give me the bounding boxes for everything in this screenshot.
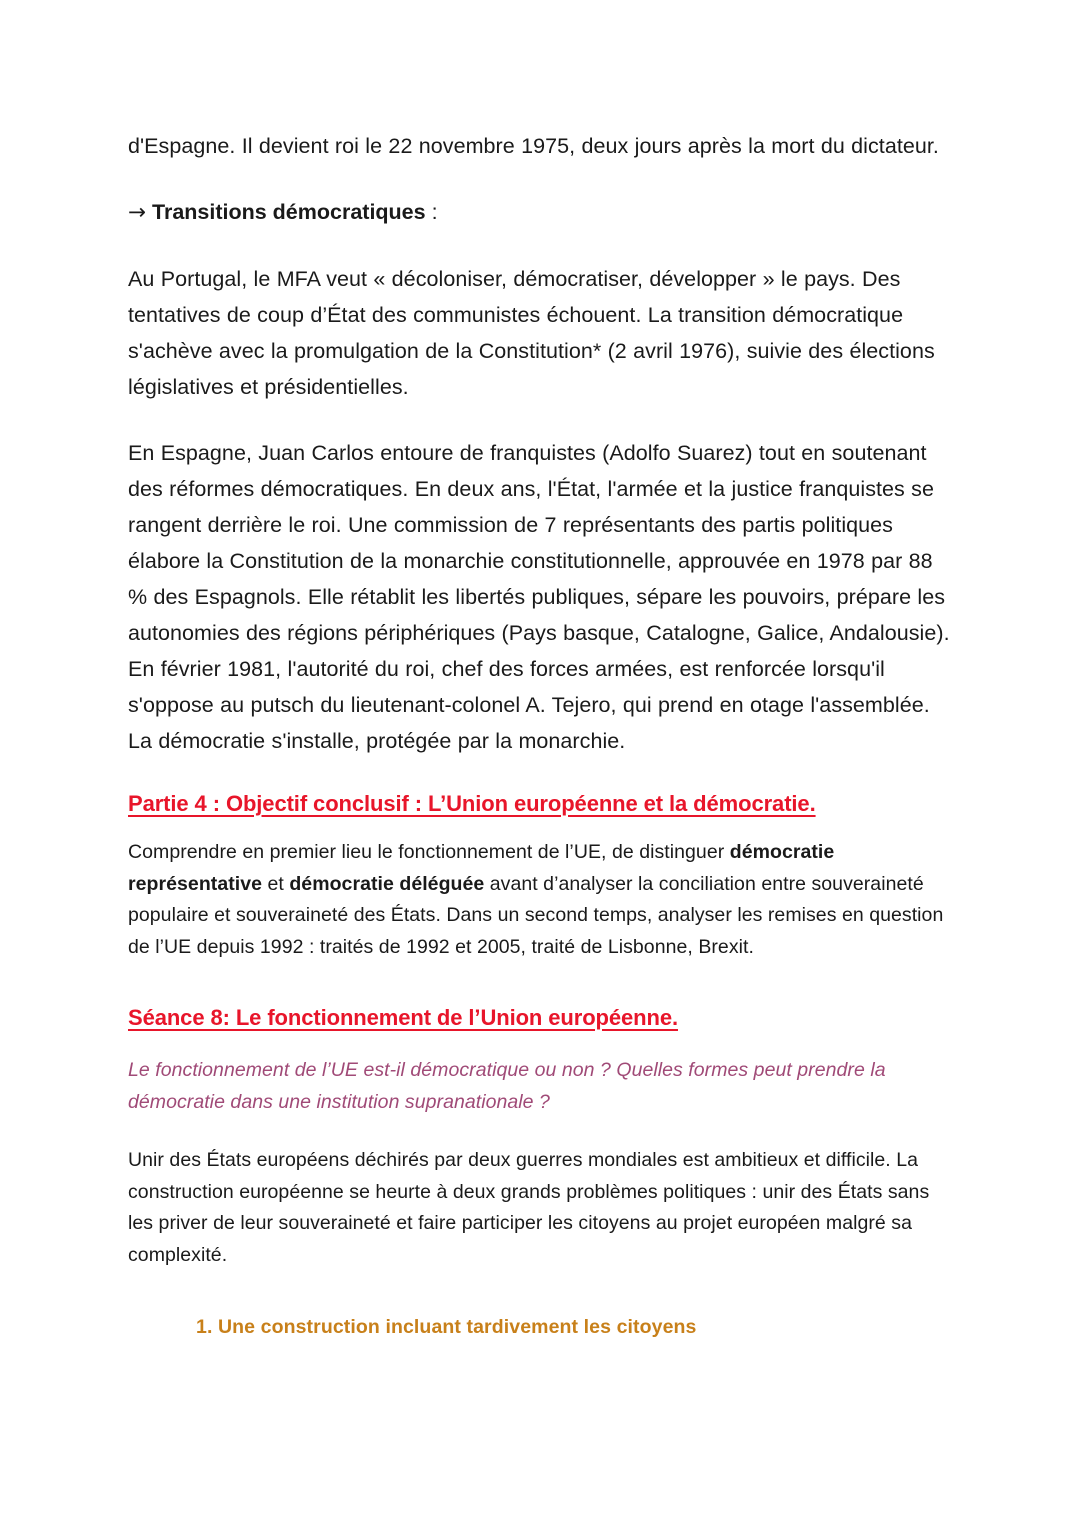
heading-transitions-democratiques (128, 194, 952, 231)
paragraph-unir-etats: Unir des États européens déchirés par deux guerres mondiales est ambitieux et difficile. La construction européenne se heurte à deux grands problèmes politiques : unir des États sans les priver de leur souveraineté et faire participer les citoyens au projet européen malgré sa complexité. (128, 1149, 930, 1266)
heading-seance-8: Séance 8: Le fonctionnement de l’Union européenne. (128, 1005, 678, 1030)
question-problematique: Le fonctionnement de l’UE est-il démocratique ou non ? Quelles formes peut prendre la démocratie dans une institution supranationale ? (128, 1059, 886, 1113)
paragraph-espagne-intro: d'Espagne. Il devient roi le 22 novembre 1975, deux jours après la mort du dictateur. (128, 134, 939, 158)
heading-transitions-label: Transitions démocratiques (152, 200, 426, 224)
paragraph-comprendre-segment-2: et (262, 872, 290, 895)
paragraph-comprendre-segment-1: Comprendre en premier lieu le fonctionnement de l’UE, de distinguer (128, 841, 730, 863)
heading-partie-4: Partie 4 : Objectif conclusif : L’Union européenne et la démocratie. (128, 791, 816, 816)
paragraph-comprendre-ue (128, 837, 952, 963)
document-body (128, 128, 952, 1341)
paragraph-espagne-juan-carlos: En Espagne, Juan Carlos entoure de franquistes (Adolfo Suarez) tout en soutenant des réformes démocratiques. En deux ans, l'État, l'armée et la justice franquistes se rangent derrière le roi. Une commission de 7 représentants des partis politiques élabore la Constitution de la monarchie constitutionnelle, approuvée en 1978 par 88 % des Espagnols. Elle rétablit les libertés publiques, sépare les pouvoirs, prépare les autonomies des régions périphériques (Pays basque, Catalogne, Galice, Andalousie). En février 1981, l'autorité du roi, chef des forces armées, est renforcée lorsqu'il s'oppose au putsch du lieutenant-colonel A. Tejero, qui prend en otage l'assemblée. La démocratie s'installe, protégée par la monarchie. (128, 441, 950, 753)
right-arrow-icon: → (128, 200, 147, 225)
heading-transitions-colon: : (425, 200, 438, 224)
paragraph-comprendre-bold-1: démocratie représentative (128, 841, 835, 895)
paragraph-comprendre-bold-2: démocratie déléguée (289, 872, 485, 895)
subheading-construction-citoyens: 1. Une construction incluant tardivement les citoyens (196, 1316, 697, 1338)
paragraph-portugal-mfa: Au Portugal, le MFA veut « décoloniser, démocratiser, développer » le pays. Des tentatives de coup d’État des communistes échouent. La transition démocratique s'achève avec la promulgation de la Constitution* (2 avril 1976), suivie des élections législatives et présidentielles. (128, 267, 935, 399)
paragraph-comprendre-segment-3: avant d’analyser la conciliation entre souveraineté populaire et souveraineté des États. Dans un second temps, analyser les remises en question de l’UE depuis 1992 : traités de 1992 et 2005, traité de Lisbonne, Brexit. (128, 872, 944, 958)
